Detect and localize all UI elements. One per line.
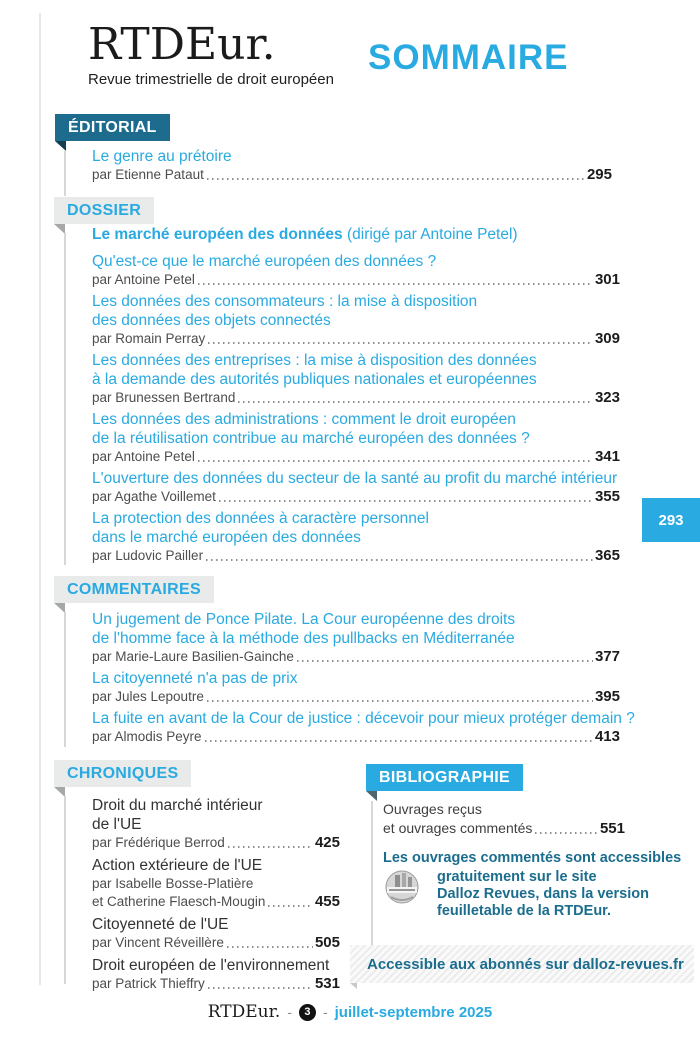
article-byline: [92, 728, 620, 746]
article-author: par Etienne Pataut: [92, 167, 204, 182]
section-header-bibliographie: BIBLIOGRAPHIE: [366, 764, 523, 791]
page-number: 301: [594, 271, 620, 288]
article-byline: [92, 893, 340, 911]
bibliographie-note: [383, 850, 682, 920]
article-title: à la demande des autorités publiques nationales et européennes: [92, 371, 537, 388]
dot-leader: [219, 500, 593, 502]
article-author: par Ludovic Pailler: [92, 548, 204, 563]
dossier-content: [92, 226, 620, 568]
section-rule: [64, 796, 66, 984]
article-byline: [92, 688, 620, 706]
article-entry: [92, 351, 620, 407]
page-number: 531: [314, 975, 340, 992]
article-byline: [92, 448, 620, 466]
note-line: gratuitement sur le site: [437, 869, 597, 885]
page-number: 395: [594, 688, 620, 705]
dot-leader: [198, 283, 593, 285]
section-rule: [64, 612, 66, 747]
article-author: par Agathe Voillemet: [92, 489, 216, 504]
article-byline: [92, 547, 620, 565]
page-footer: [0, 1002, 700, 1022]
article-author: et Catherine Flaesch-Mougin: [92, 894, 266, 909]
article-entry: [92, 147, 612, 184]
section-header-commentaires: COMMENTAIRES: [54, 576, 214, 603]
dot-leader: [297, 660, 593, 662]
article-byline: [92, 166, 612, 184]
footer-issue-date: juillet-septembre 2025: [334, 1003, 493, 1021]
article-title: Les données des consommateurs : la mise à disposition: [92, 293, 478, 310]
section-header-chroniques: CHRONIQUES: [54, 760, 191, 787]
fold-triangle: [350, 983, 357, 989]
article-entry: [92, 856, 340, 911]
editorial-content: [92, 147, 612, 187]
section-rule: [64, 233, 66, 565]
note-line: Les ouvrages commentés sont accessibles: [383, 850, 682, 866]
page-number: 505: [314, 934, 340, 951]
article-byline: [92, 330, 620, 348]
article-byline: [92, 271, 620, 289]
dossier-heading-title: Le marché européen des données: [92, 226, 343, 243]
dot-leader: [535, 832, 598, 834]
article-author: par Antoine Petel: [92, 272, 195, 287]
article-author: par Isabelle Bosse-Platière: [92, 876, 254, 891]
fold-triangle: [366, 791, 377, 801]
article-title: de la réutilisation contribue au marché européen des données ?: [92, 430, 530, 447]
footer-journal-name: RTDEur.: [207, 1002, 281, 1022]
bibliographie-content: [383, 800, 625, 838]
subscriber-access-banner: [350, 945, 694, 983]
journal-brand: [88, 19, 334, 88]
dot-leader: [227, 946, 313, 948]
article-title: de l'homme face à la méthode des pullbacks en Méditerranée: [92, 630, 515, 647]
bibliographie-item: Ouvrages reçus: [383, 801, 482, 817]
page-number: 309: [594, 330, 620, 347]
dot-leader: [206, 559, 593, 561]
note-line: feuilletable de la RTDEur.: [437, 903, 612, 919]
dot-leader: [208, 987, 313, 989]
page-number: 341: [594, 448, 620, 465]
article-entry: [92, 252, 620, 289]
article-title: de l'UE: [92, 816, 142, 833]
article-title: Droit européen de l'environnement: [92, 957, 330, 974]
issue-number-badge: 3: [299, 1004, 316, 1021]
section-rule: [371, 801, 373, 945]
article-title: L'ouverture des données du secteur de la santé au profit du marché intérieur: [92, 470, 618, 487]
article-title: dans le marché européen des données: [92, 529, 361, 546]
page-number: 365: [594, 547, 620, 564]
article-author: par Frédérique Berrod: [92, 835, 225, 850]
article-byline: [92, 934, 340, 952]
article-entry: [92, 669, 620, 706]
article-author: par Brunessen Bertrand: [92, 390, 236, 405]
page-number: 323: [594, 389, 620, 406]
dot-leader: [238, 401, 593, 403]
article-title: Citoyenneté de l'UE: [92, 916, 229, 933]
dot-leader: [228, 846, 313, 848]
dot-leader: [207, 178, 585, 180]
article-byline: [92, 975, 340, 993]
page-number: 377: [594, 648, 620, 665]
fold-triangle: [55, 141, 66, 151]
footer-separator: -: [322, 1004, 328, 1020]
note-line: Dalloz Revues, dans la version: [437, 886, 649, 902]
dossier-heading: [92, 226, 620, 244]
article-title: La citoyenneté n'a pas de prix: [92, 670, 298, 687]
bibliographie-item-line2: et ouvrages commentés: [383, 820, 533, 836]
article-title: La fuite en avant de la Cour de justice : décevoir pour mieux protéger demain ?: [92, 710, 635, 727]
dot-leader: [207, 700, 593, 702]
page-number: 295: [586, 166, 612, 183]
journal-logo: RTDEur.: [88, 19, 276, 70]
dossier-heading-editor: (dirigé par Antoine Petel): [342, 226, 518, 243]
article-author: par Jules Lepoutre: [92, 689, 204, 704]
current-page-tab: 293: [642, 498, 700, 542]
article-entry: [92, 469, 620, 506]
article-author: par Marie-Laure Basilien-Gainche: [92, 649, 294, 664]
article-entry: [92, 709, 635, 746]
article-byline: [92, 834, 340, 852]
article-byline: [92, 389, 620, 407]
article-entry: [92, 410, 620, 466]
article-author: par Antoine Petel: [92, 449, 195, 464]
page-title: SOMMAIRE: [368, 38, 569, 77]
page-number: 355: [594, 488, 620, 505]
subscriber-access-text: Accessible aux abonnés sur dalloz-revues.fr: [367, 955, 684, 973]
dot-leader: [208, 342, 593, 344]
dot-leader: [268, 905, 313, 907]
article-title: Action extérieure de l'UE: [92, 857, 263, 874]
article-author: par Vincent Réveillère: [92, 935, 224, 950]
dot-leader: [205, 740, 593, 742]
section-rule: [64, 151, 66, 196]
article-byline: [92, 488, 620, 506]
article-title: Le genre au prétoire: [92, 148, 232, 165]
section-header-dossier: DOSSIER: [54, 197, 154, 224]
chroniques-content: [92, 796, 340, 996]
bibliographie-byline: [383, 819, 625, 838]
article-title: Les données des entreprises : la mise à disposition des données: [92, 352, 537, 369]
article-title: Un jugement de Ponce Pilate. La Cour européenne des droits: [92, 611, 516, 628]
article-entry: [92, 956, 340, 993]
article-entry: [92, 292, 620, 348]
article-title: Les données des administrations : comment le droit européen: [92, 411, 516, 428]
page-left-rule: [39, 13, 41, 985]
article-entry: [92, 915, 340, 952]
page-number: 551: [599, 820, 625, 837]
globe-icon: [383, 869, 421, 920]
article-author: par Romain Perray: [92, 331, 206, 346]
article-title: Qu'est-ce que le marché européen des données ?: [92, 253, 437, 270]
footer-separator: -: [287, 1004, 292, 1020]
article-title: Droit du marché intérieur: [92, 797, 263, 814]
section-header-editorial: ÉDITORIAL: [55, 114, 170, 141]
article-byline: [92, 648, 620, 666]
page-number: 413: [594, 728, 620, 745]
commentaires-content: [92, 610, 635, 749]
dot-leader: [198, 460, 593, 462]
page-number: 425: [314, 834, 340, 851]
journal-subtitle: Revue trimestrielle de droit européen: [88, 71, 334, 88]
article-author: par Almodis Peyre: [92, 729, 202, 744]
article-title: des données des objets connectés: [92, 312, 331, 329]
article-entry: [92, 610, 620, 666]
page-number: 455: [314, 893, 340, 910]
article-title: La protection des données à caractère personnel: [92, 510, 429, 527]
article-entry: [92, 509, 620, 565]
article-author: par Patrick Thieffry: [92, 976, 205, 991]
article-entry: [92, 796, 340, 852]
